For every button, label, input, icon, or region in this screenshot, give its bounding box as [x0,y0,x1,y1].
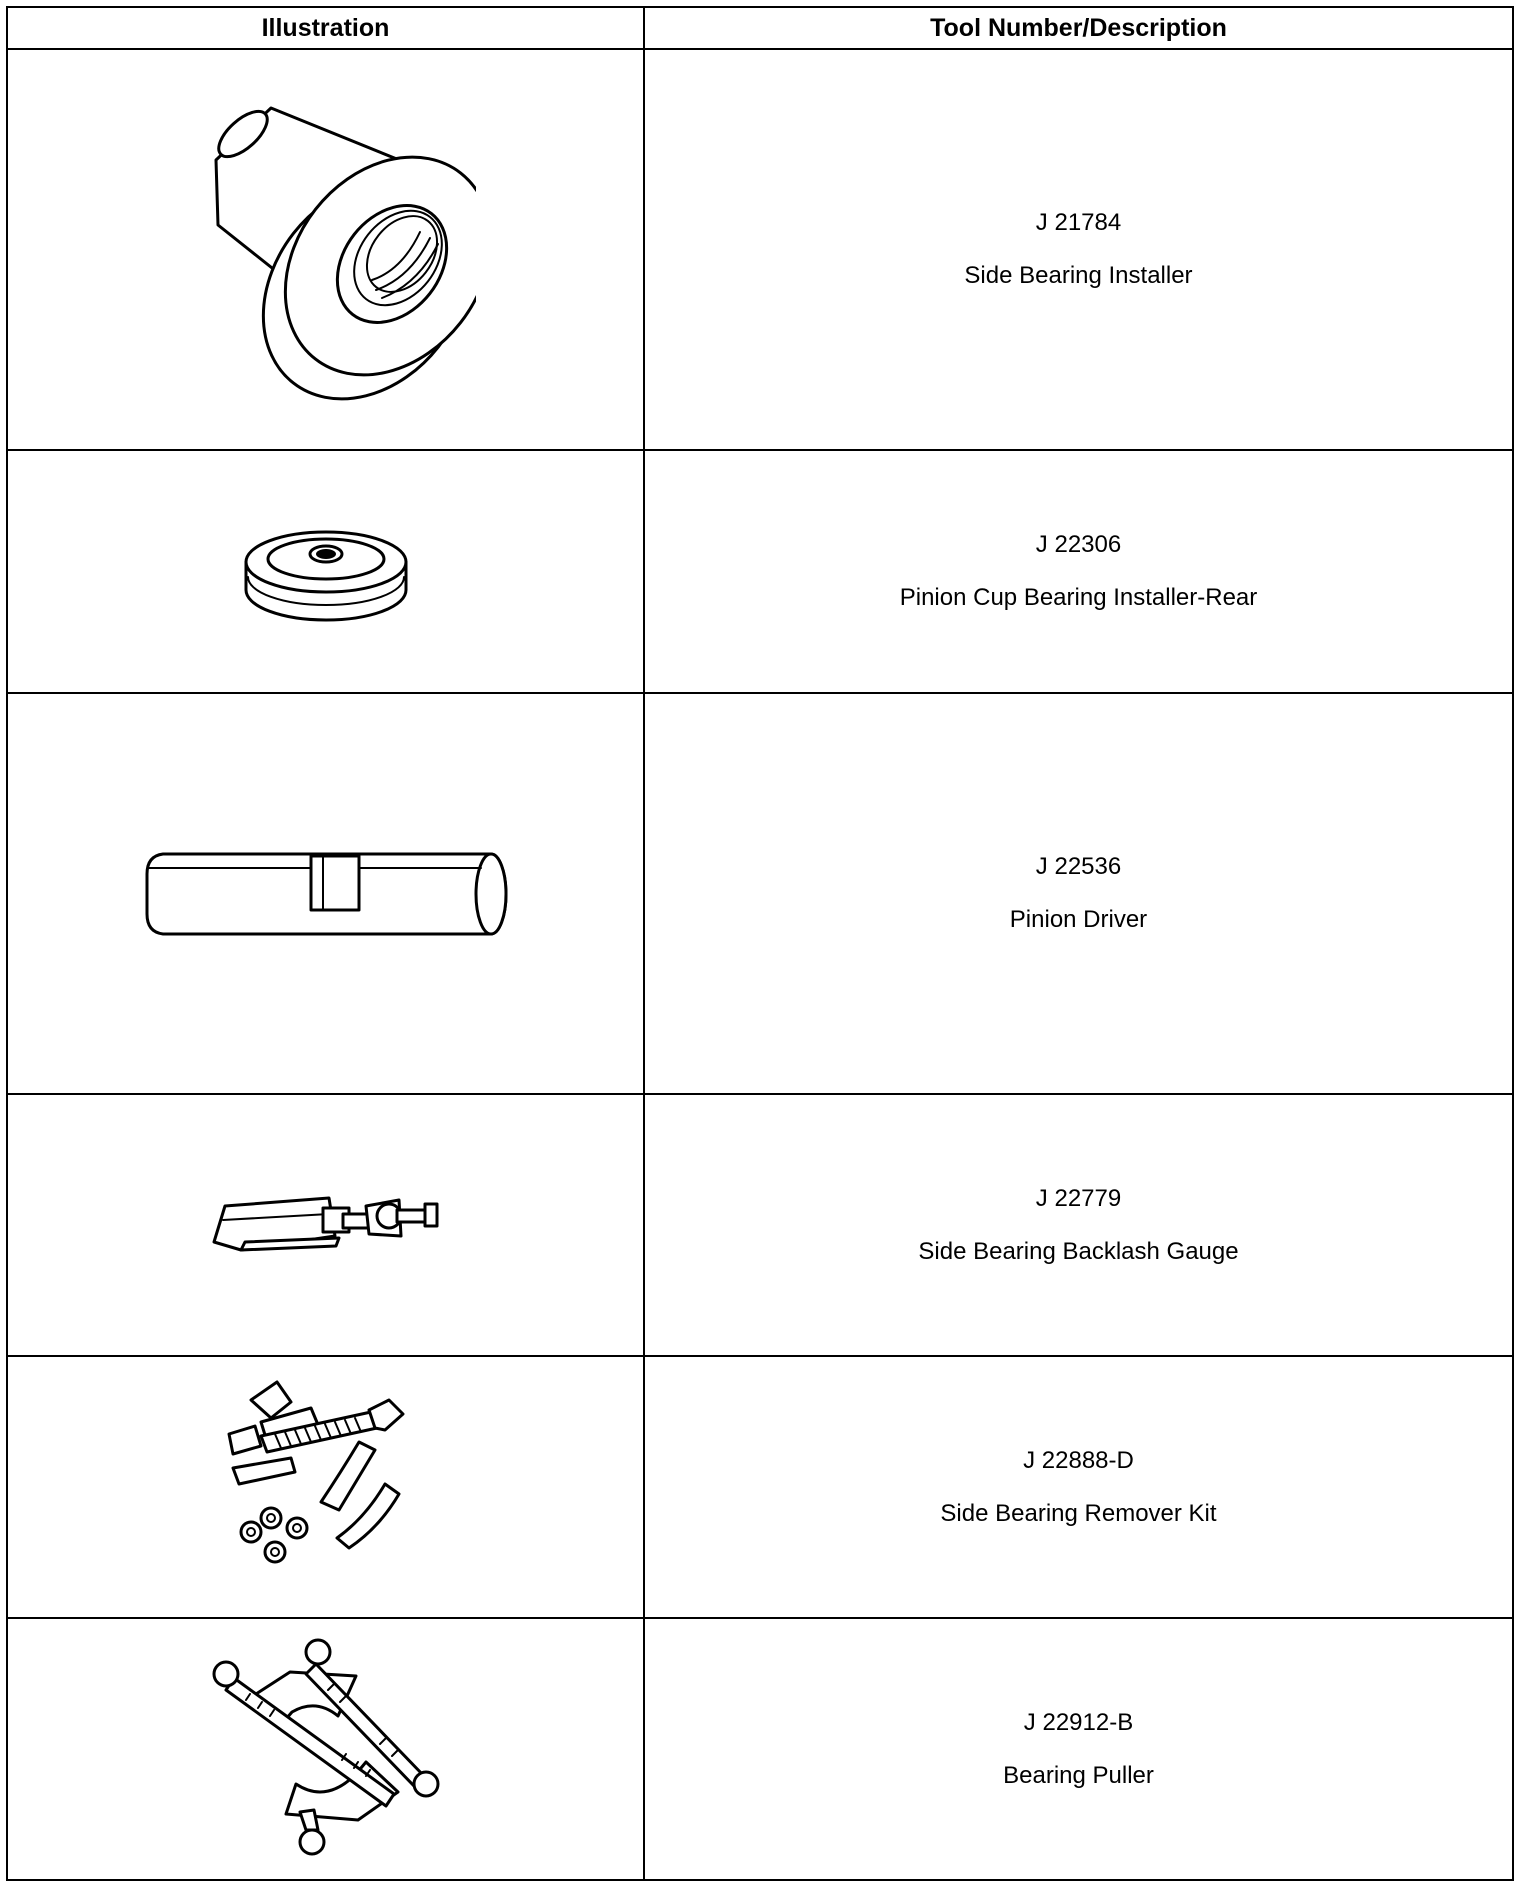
tool-number: J 21784 [1035,209,1122,236]
bearing-remover-kit-icon [211,1372,441,1602]
tool-description: Bearing Puller [1003,1761,1154,1789]
illustration-cell [7,49,644,450]
table-row [7,1094,1513,1356]
tool-number: J 22536 [1035,853,1122,880]
illustration-cell [7,1094,644,1356]
tool-description: Pinion Driver [1009,906,1148,933]
tool-description-cell [644,1618,1513,1880]
tool-number: J 22779 [1035,1184,1122,1212]
pinion-cup-installer-icon [241,517,411,627]
table-row [7,49,1513,450]
tool-description-cell [644,49,1513,450]
tool-description: Side Bearing Backlash Gauge [918,1237,1239,1265]
tool-number: J 22912-B [1023,1708,1134,1736]
illustration-cell [7,1618,644,1880]
tool-description-cell [644,1356,1513,1618]
tool-description: Side Bearing Installer [964,262,1193,289]
tool-number: J 22888-D [1023,1446,1134,1474]
table-header-row [7,7,1513,49]
header-tool-description: Tool Number/Description [644,7,1513,49]
bearing-puller-icon [206,1634,446,1864]
pinion-driver-icon [141,844,511,944]
tool-description: Pinion Cup Bearing Installer-Rear [899,584,1258,611]
tool-description-cell [644,1094,1513,1356]
tool-description: Side Bearing Remover Kit [940,1499,1217,1527]
tool-number: J 22306 [1035,531,1122,558]
table-row [7,693,1513,1094]
header-illustration: Illustration [7,7,644,49]
illustration-cell [7,1356,644,1618]
tool-description-cell [644,450,1513,693]
backlash-gauge-icon [211,1190,441,1260]
tool-description-cell [644,693,1513,1094]
special-tools-table [6,6,1514,1881]
table-row [7,450,1513,693]
side-bearing-installer-icon [176,90,476,410]
illustration-cell [7,450,644,693]
table-row [7,1618,1513,1880]
illustration-cell [7,693,644,1094]
table-row [7,1356,1513,1618]
